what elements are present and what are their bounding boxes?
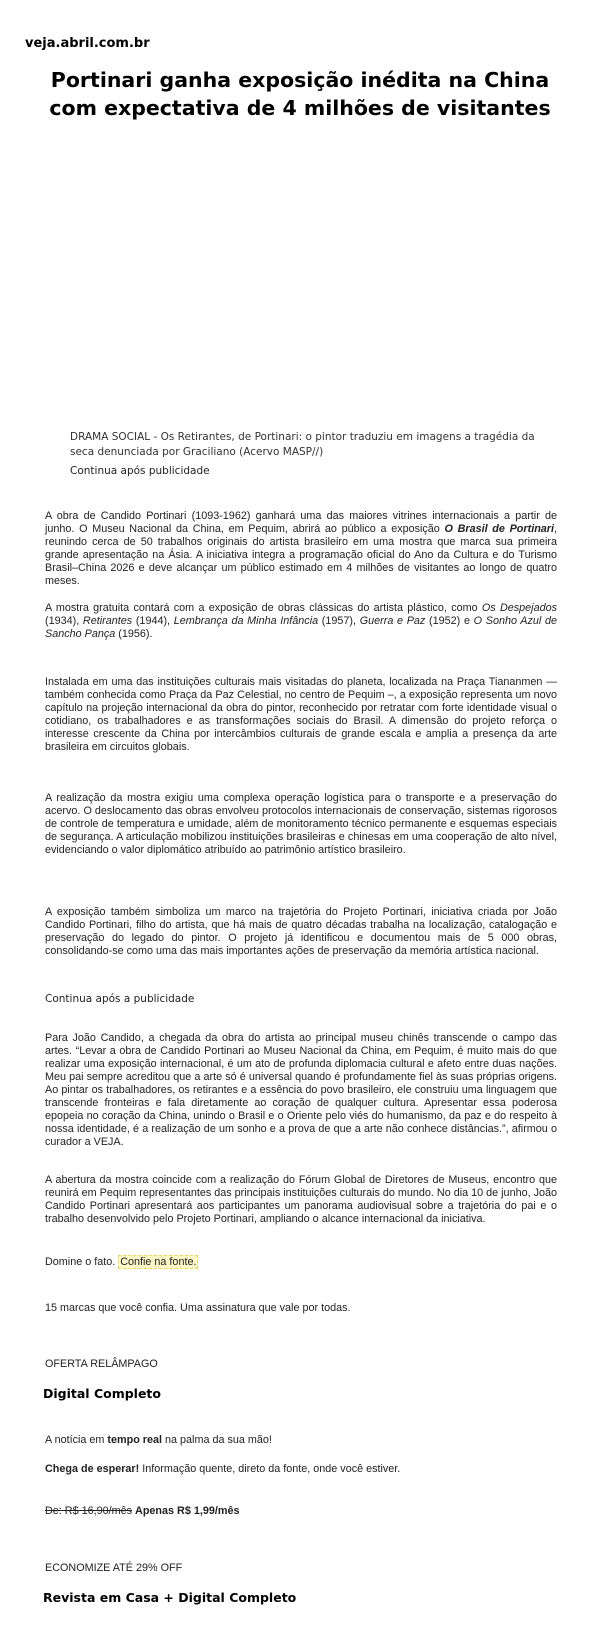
promo-tagline-highlight[interactable]: Confie na fonte. (120, 1256, 197, 1268)
offer-save-label: ECONOMIZE ATÉ 29% OFF (45, 1562, 183, 1574)
exhibition-title: O Brasil de Portinari (444, 523, 554, 535)
paragraph-4: A realização da mostra exigiu uma complexa operação logística para o transporte e a preservação do acervo. O deslocamento das obras envolveu protocolos internacionais de conservação, sistemas rigorosos de controle de temperatura e umidade, além de monitoramento técnico permanente e esquemas especiais de segurança. A articulação mobilizou instituições brasileiras e chinesas em uma cooperação de alto nível, evidenciando o valor diplomático atribuído ao patrimônio artístico brasileiro. (45, 792, 557, 856)
plan-price[interactable] (45, 1505, 239, 1517)
site-domain: veja.abril.com.br (25, 36, 150, 51)
caption-label: DRAMA SOCIAL - (70, 431, 158, 443)
paragraph-3: Instalada em uma das instituições culturais mais visitadas do planeta, localizada na Praça Tiananmen — também conhecida como Praça da Paz Celestial, no centro de Pequim –, a exposição representa um novo capítulo na projeção internacional da obra do pintor, reconhecido por retratar com forte identidade visual o cotidiano, os trabalhadores e as transformações sociais do Brasil. A dimensão do projeto reforça o interesse crescente da China por intercâmbios culturais de grande escala e amplia a presença da arte brasileira em circuitos globais. (45, 676, 557, 753)
article-image-placeholder (40, 130, 560, 420)
paragraph-2: A mostra gratuita contará com a exposição de obras clássicas do artista plástico, como Os Despejados (1934), Retirantes (1944), Lembrança da Minha Infância (1957), Guerra e Paz (1952) e O Sonho Azul de Sancho Pança (1956). (45, 602, 558, 640)
promo-brands-text: 15 marcas que você confia. Uma assinatura que vale por todas. (45, 1302, 351, 1314)
article-headline: Portinari ganha exposição inédita na China com expectativa de 4 milhões de visitantes (49, 68, 551, 120)
paragraph-7: A abertura da mostra coincide com a realização do Fórum Global de Diretores de Museus, encontro que reunirá em Pequim representantes das principais instituições culturais do mundo. No dia 10 de junho, João Candido Portinari apresentará aos participantes um panorama audiovisual sobre a trajetória do pai e o trabalho desenvolvido pelo Projeto Portinari, ampliando o alcance internacional da iniciativa. (45, 1174, 557, 1225)
ad-continue-label: Continua após publicidade (70, 465, 210, 477)
caption-text: Os Retirantes, de Portinari: o pintor traduziu em imagens a tragédia da seca denunciada por Graciliano (Acervo MASP//) (70, 431, 535, 458)
price-new: Apenas R$ 1,99/mês (135, 1505, 240, 1517)
image-caption (70, 430, 540, 460)
paragraph-6: Para João Candido, a chegada da obra do artista ao principal museu chinês transcende o campo das artes. “Levar a obra de Candido Portinari ao Museu Nacional da China, em Pequim, é muito mais do que realizar uma exposição internacional, é um ato de profunda diplomacia cultural e afeto entre duas nações. Meu pai sempre acreditou que a arte só é universal quando é profundamente fiel às suas próprias origens. Ao pintar os trabalhadores, os retirantes e a essência do povo brasileiro, ele construiu uma linguagem que transcende fronteiras e fala diretamente ao coração de qualquer cultura. Apresentar essa poderosa epopeia no coração da China, unindo o Brasil e o Oriente pelo viés do humanismo, da paz e do respeito à nossa identidade, é a realização de um sonho e a prova de que a arte não conhece distâncias.”, afirmou o curador a VEJA. (45, 1032, 557, 1148)
offer-flash-label: OFERTA RELÂMPAGO (45, 1358, 158, 1370)
work-title: Guerra e Paz (359, 615, 426, 627)
ad-continue-label: Continua após a publicidade (45, 993, 195, 1005)
paragraph-5: A exposição também simboliza um marco na trajetória do Projeto Portinari, iniciativa criada por João Candido Portinari, filho do artista, que há mais de quatro décadas trabalha na localização, catalogação e preservação do legado do pintor. O projeto já identificou e documentou mais de 5 000 obras, consolidando-se como uma das mais importantes ações de preservação da memória artística nacional. (45, 906, 557, 957)
work-title: Lembrança da Minha Infância (173, 615, 319, 627)
plan-digital-title[interactable]: Digital Completo (43, 1386, 161, 1401)
plan-benefit-line: A notícia em tempo real na palma da sua mão! (45, 1434, 272, 1446)
work-title: O Sonho Azul de Sancho Pança (45, 615, 558, 640)
paragraph-1: A obra de Candido Portinari (1093-1962) ganhará uma das maiores vitrines internacionais a partir de junho. O Museu Nacional da China, em Pequim, abrirá ao público a exposição O Brasil de Portinari, reunindo cerca de 50 trabalhos originais do artista brasileiro em uma mostra que marca sua primeira grande apresentação na Ásia. A iniciativa integra a programação oficial do Ano da Cultura e do Turismo Brasil–China 2026 e deve alcançar um público estimado em 4 milhões de visitantes ao longo de quatro meses. (45, 510, 557, 587)
plan-benefit-line: Chega de esperar! Informação quente, direto da fonte, onde você estiver. (45, 1463, 401, 1475)
work-title: Retirantes (82, 615, 133, 627)
promo-tagline: Domine o fato. Confie na fonte. (45, 1256, 197, 1268)
price-old: De: R$ 16,90/mês (45, 1505, 133, 1517)
plan-print-digital-title[interactable]: Revista em Casa + Digital Completo (43, 1590, 297, 1605)
work-title: Os Despejados (481, 602, 557, 614)
